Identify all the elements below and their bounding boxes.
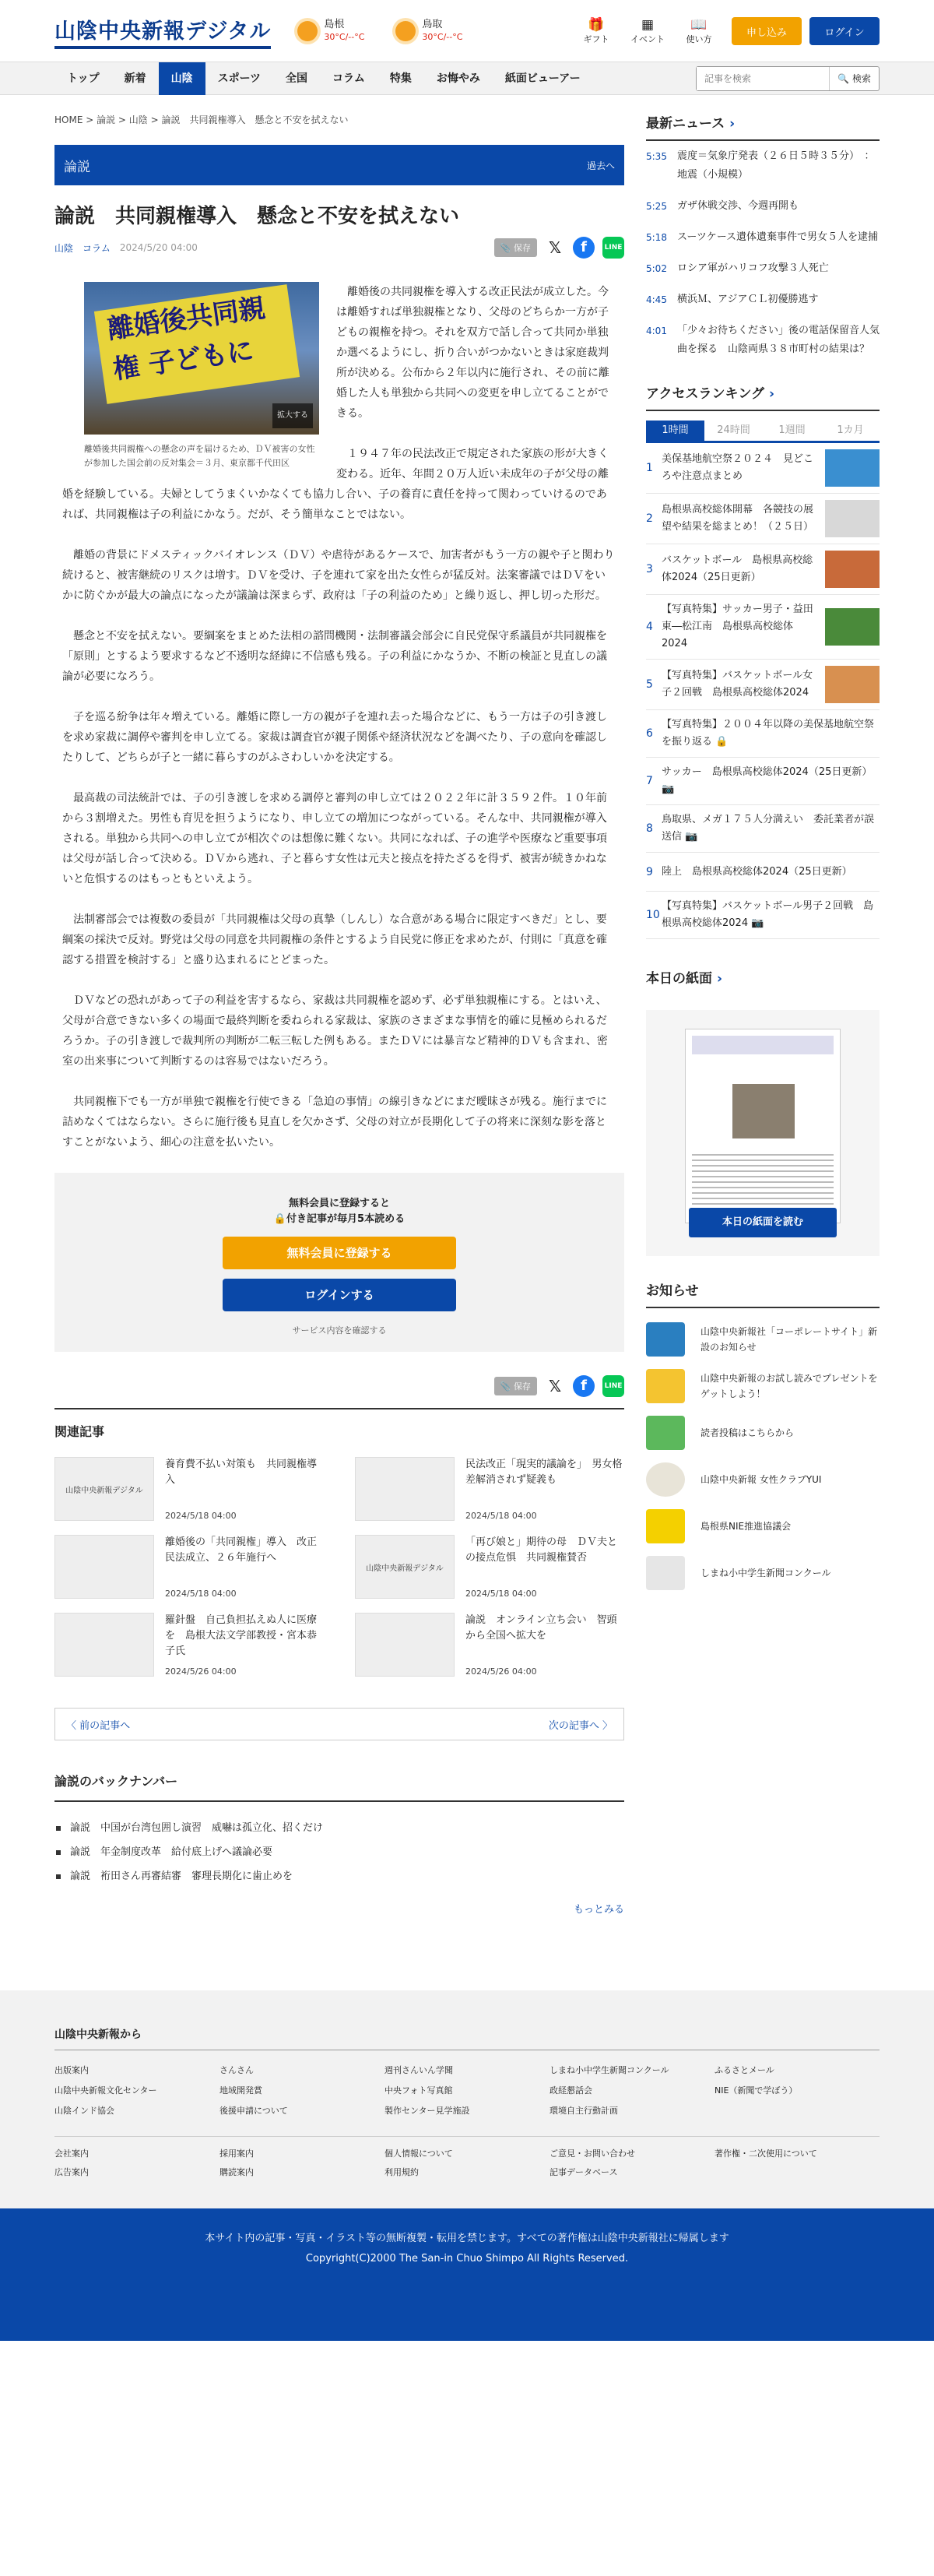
footer-link[interactable]: 記事データベース xyxy=(550,2167,618,2177)
news-item[interactable] xyxy=(646,253,880,284)
news-item[interactable] xyxy=(646,191,880,222)
event-button[interactable] xyxy=(630,17,665,45)
ranking-item[interactable] xyxy=(646,544,880,595)
footer-link[interactable]: 個人情報について xyxy=(384,2148,453,2159)
related-item[interactable] xyxy=(54,1535,324,1599)
nav-sanin[interactable]: 山陰 xyxy=(159,62,205,95)
footer-link xyxy=(715,2102,880,2120)
notice-icon xyxy=(646,1322,685,1357)
latest-news-list xyxy=(646,141,880,359)
notice-heading: お知らせ xyxy=(646,1279,880,1308)
footer-link[interactable]: 山陰中央新報文化センター xyxy=(54,2085,157,2096)
rank-title: バスケットボール 島根県高校総体2024（25日更新） xyxy=(662,554,813,583)
nav-new[interactable]: 新着 xyxy=(124,72,146,85)
footer-corporate-links xyxy=(54,2136,880,2182)
rank-thumb xyxy=(825,500,880,537)
footer-links xyxy=(54,2061,880,2120)
news-item[interactable] xyxy=(646,141,880,191)
search-button[interactable] xyxy=(829,67,879,90)
ranking-title: アクセスランキング xyxy=(646,386,764,402)
copyright-text: Copyright(C)2000 The San-in Chuo Shimpo All Rights Reserved. xyxy=(305,2253,629,2265)
nav-sports[interactable]: スポーツ xyxy=(217,72,262,85)
news-title: スーツケース遺体遺棄事件で男女５人を逮捕 xyxy=(677,231,879,243)
main-content xyxy=(54,112,624,1916)
notice-title: 山陰中央新報のお試し読みでプレゼントをゲットしよう！ xyxy=(700,1373,878,1399)
footer-link[interactable]: 著作権・二次使用について xyxy=(715,2148,817,2159)
related-item[interactable] xyxy=(355,1535,624,1599)
weather-tottori[interactable] xyxy=(395,19,462,44)
copyright-bar xyxy=(0,2208,934,2341)
gift-label: ギフト xyxy=(583,34,609,44)
weather-temp: 30°C/--°C xyxy=(422,32,463,42)
news-time: 5:35 xyxy=(646,151,667,162)
site-header xyxy=(0,0,934,62)
ranking-item[interactable] xyxy=(646,595,880,660)
rank-thumb xyxy=(825,551,880,588)
free-register-button[interactable]: 無料会員に登録する xyxy=(223,1237,456,1269)
category-sanin[interactable]: 山陰 xyxy=(54,242,74,254)
news-time: 5:02 xyxy=(646,263,667,274)
related-title: 関連記事 xyxy=(54,1424,105,1439)
news-item[interactable] xyxy=(646,284,880,315)
footer-link[interactable]: 環境自主行動計画 xyxy=(550,2106,618,2116)
ranking-item[interactable] xyxy=(646,853,880,892)
article-date: 2024/5/20 04:00 xyxy=(119,242,198,253)
related-item[interactable] xyxy=(54,1457,324,1521)
register-text-1: 無料会員に登録すると xyxy=(288,1198,390,1209)
next-article-link[interactable] xyxy=(549,1717,613,1732)
rank-number: 6 xyxy=(646,727,653,740)
related-item[interactable] xyxy=(355,1613,624,1677)
news-item[interactable] xyxy=(646,315,880,359)
related-item-date: 2024/5/18 04:00 xyxy=(465,1511,537,1521)
login-button[interactable]: ログイン xyxy=(809,17,880,45)
event-label: イベント xyxy=(630,34,665,44)
paper-heading[interactable] xyxy=(646,967,880,994)
notice-title: 島根県NIE推進協議会 xyxy=(700,1521,792,1532)
news-time: 4:01 xyxy=(646,326,667,336)
backnumber-item[interactable]: 論説 年金制度改革 給付底上げへ議論必要 xyxy=(54,1840,624,1864)
site-footer xyxy=(0,1990,934,2208)
news-time: 4:45 xyxy=(646,294,667,305)
news-title: 横浜Ｍ、アジアＣＬ初優勝逃す xyxy=(677,294,819,305)
prev-label: 前の記事へ xyxy=(79,1719,131,1732)
latest-news-heading[interactable] xyxy=(646,112,880,141)
related-thumb xyxy=(54,1535,154,1599)
paperclip-icon: 📎 xyxy=(500,1381,511,1392)
sidebar xyxy=(646,112,880,1916)
subscribe-button[interactable]: 申し込み xyxy=(732,17,802,45)
rank-thumb xyxy=(825,608,880,646)
rank-title: 美保基地航空祭２０２４ 見どころや注意点まとめ xyxy=(662,453,814,482)
rank-thumb xyxy=(825,449,880,487)
nav-national[interactable]: 全国 xyxy=(286,72,308,85)
footer-link[interactable]: しまね小中学生新聞コンクール xyxy=(550,2065,669,2075)
footer-link[interactable]: 製作センター見学施設 xyxy=(384,2106,470,2116)
related-item-title: 養育費不払い対策も 共同親権導入 xyxy=(165,1459,318,1486)
rank-title: 島根県高校総体開幕 各競技の展望や結果を総まとめ！（２５日） xyxy=(662,504,814,533)
tab-1month[interactable]: 1カ月 xyxy=(821,421,880,441)
save-label: 保存 xyxy=(514,243,531,253)
footer-link[interactable]: ふるさとメール xyxy=(715,2065,774,2075)
save-button[interactable] xyxy=(494,1377,537,1395)
footer-link[interactable]: NIE（新聞で学ぼう） xyxy=(715,2085,798,2096)
article-title: 論説 共同親権導入 懸念と不安を拭えない xyxy=(54,205,460,228)
sun-icon xyxy=(395,21,416,41)
notice-item[interactable] xyxy=(646,1550,880,1596)
article-paragraph: 懸念と不安を拭えない。要綱案をまとめた法相の諮問機関・法制審議会部会に自民党保守系議員が共同親権を「原則」とするよう要求するなど不透明な経緯に不信感も残る。子の利益にかなうか、不断の検証と見直しの議論が必要になろう。 xyxy=(62,630,607,683)
save-button[interactable] xyxy=(494,238,537,257)
search-label: 検索 xyxy=(851,73,871,84)
tab-1hour[interactable]: 1時間 xyxy=(646,421,704,441)
notice-title: 読者投稿はこちらから xyxy=(700,1427,795,1438)
register-login-button[interactable]: ログインする xyxy=(223,1279,456,1311)
related-thumb xyxy=(355,1457,455,1521)
related-thumb: 山陰中央新報デジタル xyxy=(355,1535,455,1599)
weather-place: 鳥取 xyxy=(422,19,443,30)
next-label: 次の記事へ xyxy=(548,1719,599,1732)
search-icon: 🔍 xyxy=(837,73,850,84)
chevron-left-icon: 〈 xyxy=(66,1719,77,1732)
footer-link[interactable]: 後援申請について xyxy=(219,2106,288,2116)
nav-viewer[interactable]: 紙面ビューアー xyxy=(504,72,581,85)
footer-link[interactable]: 政経懇話会 xyxy=(550,2085,592,2096)
news-title: ガザ休戦交渉、今週再開も xyxy=(677,200,799,212)
notice-icon xyxy=(646,1509,685,1543)
footer-link[interactable]: 広告案内 xyxy=(54,2167,89,2177)
gift-icon: 🎁 xyxy=(588,17,605,33)
ranking-item[interactable] xyxy=(646,805,880,853)
more-link[interactable]: もっとみる xyxy=(573,1904,624,1916)
article-paragraph: ＤＶなどの恐れがあって子の利益を害するなら、家裁は共同親権を認めず、必ず単独親権にする。とはいえ、父母が合意できない多くの場面で最終判断を委ねられる家裁は、家族のさまざまな事情を的確に見極められるだろうか。子の引き渡しで裁判所の判断が二転三転した例もある。またＤＶには暴言など精神的ＤＶも含まれ、密室の出来事について判断するのは容易ではないだろう。 xyxy=(62,994,608,1068)
article-paragraph: 法制審部会では複数の委員が「共同親権は父母の真摯（しんし）な合意がある場合に限定すべきだ」とし、要綱案の採決で反対。野党は父母の同意を共同親権の条件とするよう自民党に修正を求めたが、付則に「真意を確認する措置を検討する」と盛り込まれるにとどまった。 xyxy=(62,913,607,966)
line-share-icon[interactable]: LINE xyxy=(602,1375,624,1397)
notice-item[interactable] xyxy=(646,1363,880,1409)
book-icon: 📖 xyxy=(690,17,708,33)
ranking-tabs xyxy=(646,421,880,443)
footer-link[interactable]: 会社案内 xyxy=(54,2148,89,2159)
related-item-date: 2024/5/26 04:00 xyxy=(165,1666,237,1677)
rank-number: 8 xyxy=(646,822,653,835)
rank-thumb xyxy=(825,666,880,703)
weather-place: 島根 xyxy=(324,19,345,30)
site-logo[interactable]: 山陰中央新報デジタル xyxy=(54,14,271,49)
prev-article-link[interactable] xyxy=(66,1717,130,1732)
article-paragraph: 共同親権下でも一方が単独で親権を行使できる「急迫の事情」の線引きなどにまだ曖昧さが残る。施行までに詰めなくてはならない。さらに施行後も見直しを欠かさず、父母の対立が長期化して子の将来に深刻な影を落とすことがないよう、細心の注意を払いたい。 xyxy=(62,1096,607,1149)
save-label: 保存 xyxy=(514,1381,531,1392)
related-item-date: 2024/5/18 04:00 xyxy=(165,1589,237,1599)
line-share-icon[interactable]: LINE xyxy=(602,237,624,259)
facebook-share-icon[interactable]: f xyxy=(573,1375,595,1397)
rank-number: 9 xyxy=(646,865,653,878)
howto-button[interactable] xyxy=(682,17,716,45)
footer-link[interactable]: 購読案内 xyxy=(219,2167,254,2177)
nav-column[interactable]: コラム xyxy=(332,72,365,85)
latest-news-title: 最新ニュース xyxy=(646,116,725,132)
notice-item[interactable] xyxy=(646,1409,880,1456)
rank-title: サッカー 島根県高校総体2024（25日更新） 📷 xyxy=(662,766,873,795)
search-input[interactable] xyxy=(697,67,829,90)
article-meta xyxy=(54,237,624,259)
related-item-title: 論説 オンライン立ち会い 智頭から全国へ拡大を xyxy=(465,1614,617,1642)
weather-widget xyxy=(297,19,462,44)
footer-link[interactable]: 週刊さんいん学聞 xyxy=(384,2065,453,2075)
copyright-notice: 本サイト内の記事・写真・イラスト等の無断複製・転用を禁じます。すべての著作権は山陰中央新報社に帰属します xyxy=(205,2233,729,2244)
chevron-right-icon: 〉 xyxy=(602,1719,613,1732)
footer-link[interactable]: 出版案内 xyxy=(54,2065,89,2075)
footer-link[interactable]: 地域開発賞 xyxy=(219,2085,262,2096)
read-paper-button[interactable]: 本日の紙面を読む xyxy=(689,1208,837,1237)
paper-thumbnail[interactable] xyxy=(685,1029,841,1223)
related-thumb: 山陰中央新報デジタル xyxy=(54,1457,154,1521)
photo-caption: 離婚後共同親権への懸念の声を届けるため、ＤＶ被害の女性が参加した国会前の反対集会＝３月、東京都千代田区 xyxy=(84,444,315,468)
tab-24hour[interactable]: 24時間 xyxy=(704,421,763,441)
section-title: 論説 xyxy=(64,159,90,175)
rank-number: 10 xyxy=(646,909,660,921)
article-photo[interactable] xyxy=(84,282,319,470)
protest-sign: 離婚後共同親権 子どもに xyxy=(94,284,300,404)
related-item-title: 離婚後の「共同親権」導入 改正民法成立、２６年施行へ xyxy=(165,1536,318,1564)
notice-title: しまね小中学生新聞コンクール xyxy=(700,1568,831,1578)
article-paragraph: 最高裁の司法統計では、子の引き渡しを求める調停と審判の申し立ては２０２２年に計３５９２件。１０年前から３割増えた。男性も育児を担うようになり、申し立ての増加につながっている。そんな中、共同親権が導入される。単独から共同への申し立てが相次ぐのは想像に難くない。共同になれば、子の進学や医療など重要事項は父母が話し合って決める。ＤＶから逃れ、子と暮らす女性は元夫と接点を持たざるを得ず、被害が続きかねないと危惧するのはもっともといえよう。 xyxy=(62,792,607,885)
todays-paper xyxy=(646,1010,880,1256)
related-item-title: 「再び娘と」期待の母 ＤＶ夫との接点危惧 共同親権賛否 xyxy=(465,1536,618,1564)
backnumber-item[interactable]: 論説 裄田さん再審結審 審理長期化に歯止めを xyxy=(54,1864,624,1888)
related-item-date: 2024/5/18 04:00 xyxy=(465,1589,537,1599)
ranking-item[interactable] xyxy=(646,494,880,544)
related-item-date: 2024/5/18 04:00 xyxy=(165,1511,237,1521)
news-title: 震度＝気象庁発表（２６日５時３５分） ：地震（小規模） xyxy=(677,150,875,181)
global-nav xyxy=(0,62,934,95)
rank-number: 4 xyxy=(646,621,653,633)
weather-shimane[interactable] xyxy=(297,19,364,44)
ranking-heading[interactable] xyxy=(646,382,880,411)
related-item-title: 羅針盤 自己負担払えぬ人に医療を 島根大法文学部教授・宮本恭子氏 xyxy=(165,1614,318,1657)
notice-title: 山陰中央新報 女性クラブYUI xyxy=(700,1474,822,1485)
ranking-item[interactable] xyxy=(646,892,880,939)
paper-title: 本日の紙面 xyxy=(646,971,712,987)
article-paragraph: 離婚の背景にドメスティックバイオレンス（ＤＶ）や虐待があるケースで、加害者がもう一方の親や子と関わり続けると、被害継続のリスクは増す。ＤＶを受け、子を連れて家を出た女性らが猛反対。法案審議ではＤＶをいかに防ぐかが最大の論点になったが議論は深まらず、政府は「子の利益のため」と繰り返し、押し切った形だ。 xyxy=(62,549,615,602)
related-thumb xyxy=(54,1613,154,1677)
backnumber-item[interactable]: 論説 中国が台湾包囲し演習 威嚇は孤立化、招くだけ xyxy=(54,1816,624,1840)
weather-temp: 30°C/--°C xyxy=(324,32,365,42)
notice-icon xyxy=(646,1556,685,1590)
news-title: ロシア軍がハリコフ攻撃３人死亡 xyxy=(677,262,829,274)
rank-number: 2 xyxy=(646,512,653,525)
related-thumb xyxy=(355,1613,455,1677)
ranking-item[interactable] xyxy=(646,443,880,494)
footer-link[interactable]: ご意見・お問い合わせ xyxy=(550,2148,635,2159)
category-column[interactable]: コラム xyxy=(83,242,111,254)
related-item-title: 民法改正「現実的議論を」 男女格差解消されず疑義も xyxy=(465,1459,623,1486)
rank-number: 5 xyxy=(646,678,653,691)
enlarge-button[interactable]: 拡大する xyxy=(272,403,313,428)
backnumber-section xyxy=(54,1772,624,1916)
related-item[interactable] xyxy=(54,1613,324,1677)
nav-obituary[interactable]: お悔やみ xyxy=(436,72,480,85)
notice-title: 山陰中央新報社「コーポレートサイト」新設のお知らせ xyxy=(700,1326,878,1353)
nav-top[interactable]: トップ xyxy=(67,72,100,85)
section-bar xyxy=(54,145,624,185)
ranking-list xyxy=(646,443,880,939)
share-bar xyxy=(494,237,624,259)
nav-feature[interactable]: 特集 xyxy=(389,72,412,85)
news-item[interactable] xyxy=(646,222,880,253)
ranking-item[interactable] xyxy=(646,660,880,710)
search-box xyxy=(696,66,880,91)
tab-1week[interactable]: 1週間 xyxy=(763,421,821,441)
notice-icon xyxy=(646,1416,685,1450)
footer-link[interactable]: 利用規約 xyxy=(384,2167,419,2177)
service-info-link[interactable]: サービス内容を確認する xyxy=(292,1325,387,1336)
footer-link[interactable]: 中央フォト写真館 xyxy=(384,2085,453,2096)
related-list xyxy=(54,1457,624,1677)
x-share-icon[interactable]: 𝕏 xyxy=(548,238,562,257)
chevron-right-icon: › xyxy=(729,116,736,132)
howto-label: 使い方 xyxy=(686,34,712,44)
chevron-right-icon: › xyxy=(768,386,774,402)
rank-title: 鳥取県、メガ１７５人分満えい 委託業者が誤送信 📷 xyxy=(662,814,875,843)
notice-icon xyxy=(646,1462,685,1497)
notice-item[interactable] xyxy=(646,1456,880,1503)
sun-icon xyxy=(297,21,318,41)
backnumber-title: 論説のバックナンバー xyxy=(54,1772,624,1802)
register-box xyxy=(54,1173,624,1352)
rank-title: 【写真特集】２００４年以降の美保基地航空祭を振り返る 🔒 xyxy=(662,719,875,748)
rank-title: 【写真特集】サッカー男子・益田東―松江南 島根県高校総体2024 xyxy=(662,604,813,649)
notice-icon xyxy=(646,1369,685,1403)
article-pager xyxy=(54,1708,624,1740)
article-body xyxy=(54,282,624,1153)
register-text-2: 🔒付き記事が毎月5本読める xyxy=(273,1213,406,1225)
chevron-right-icon: › xyxy=(717,971,723,987)
footer-link xyxy=(715,2163,880,2182)
footer-link[interactable]: 採用案内 xyxy=(219,2148,254,2159)
photo-image[interactable] xyxy=(84,282,319,435)
rank-title: 陸上 島根県高校総体2024（25日更新） xyxy=(662,865,852,878)
share-bar-bottom xyxy=(54,1375,624,1409)
article-paragraph: 離婚後の共同親権を導入する改正民法が成立した。今は離婚すれば単独親権となり、父母のどちらか一方が子どもの親権を持つ。それを双方で話し合って共同か単独か選べるようにし、折り合いがつかないときは家庭裁判所が決める。公布から２年以内に施行され、その前に離婚した人も単独から共同への変更を申し立てることができる。 xyxy=(336,286,609,420)
rank-number: 3 xyxy=(646,563,653,575)
section-more-link[interactable]: 過去へ xyxy=(586,160,615,171)
article-paragraph: １９４７年の民法改正で規定された家族の形が大きく変わる。近年、年間２０万人近い未成年の子が父母の離婚を経験している。夫婦としてうまくいかなくても協力し合い、子の養育に責任を持って関わっていけるのであれば、共同親権は子の利益にかなう。だが、そう簡単なことではない。 xyxy=(62,448,609,521)
notice-item[interactable] xyxy=(646,1503,880,1550)
ranking-item[interactable] xyxy=(646,758,880,805)
footer-link[interactable]: さんさん xyxy=(219,2065,254,2075)
rank-title: 【写真特集】バスケットボール女子２回戦 島根県高校総体2024 xyxy=(662,670,813,699)
paperclip-icon: 📎 xyxy=(500,243,511,253)
rank-number: 7 xyxy=(646,775,653,787)
facebook-share-icon[interactable]: f xyxy=(573,237,595,259)
related-item-date: 2024/5/26 04:00 xyxy=(465,1666,537,1677)
news-title: 「少々お待ちください」後の電話保留音人気曲を探る 山陰両県３８市町村の結果は？ xyxy=(677,325,880,355)
notice-item[interactable] xyxy=(646,1316,880,1363)
ranking-item[interactable] xyxy=(646,710,880,758)
footer-title: 山陰中央新報から xyxy=(54,2026,880,2050)
related-item[interactable] xyxy=(355,1457,624,1521)
breadcrumb[interactable]: HOME > 論説 > 山陰 > 論説 共同親権導入 懸念と不安を拭えない xyxy=(54,114,349,125)
gift-button[interactable] xyxy=(579,17,613,45)
rank-number: 1 xyxy=(646,462,653,474)
news-time: 5:25 xyxy=(646,201,667,212)
notice-list xyxy=(646,1316,880,1596)
calendar-icon: ▦ xyxy=(641,17,655,33)
news-time: 5:18 xyxy=(646,232,667,243)
article-paragraph: 子を巡る紛争は年々増えている。離婚に際し一方の親が子を連れ去った場合などに、もう一方は子の引き渡しを求め家裁に調停や審判を申し立てる。家裁は調査官が親子関係や経済状況などを調べたり、子の意向を確認したりして、どちらが子と一緒に暮らすのがふさわしいかを決定する。 xyxy=(62,711,607,764)
footer-link[interactable]: 山陰インド協会 xyxy=(54,2106,114,2116)
x-share-icon[interactable]: 𝕏 xyxy=(548,1377,562,1395)
rank-title: 【写真特集】バスケットボール男子２回戦 島根県高校総体2024 📷 xyxy=(662,900,874,929)
